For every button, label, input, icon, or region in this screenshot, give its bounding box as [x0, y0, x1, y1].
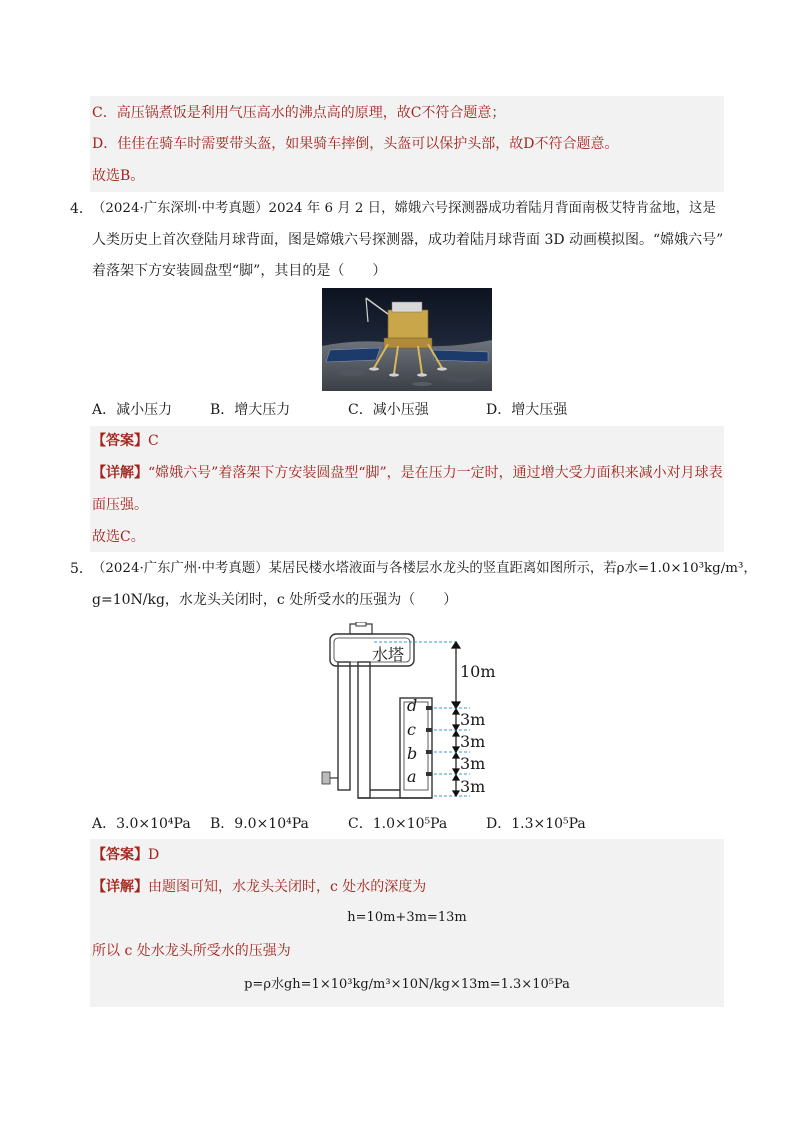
height-3m-1: 3m: [460, 710, 486, 729]
height-10m: 10m: [460, 662, 496, 681]
q4-detail-text1: “嫦娥六号”着落架下方安装圆盘型“脚”，是在压力一定时，通过增大受力面积来减小对月球表: [148, 465, 723, 481]
q5-detail-line2: 所以 c 处水龙头所受水的压强为: [92, 943, 291, 959]
q4-option-d: D．增大压强: [486, 402, 568, 418]
q4-choose: 故选C。: [92, 529, 145, 545]
q5-detail-line1: [92, 877, 426, 897]
q5-option-a: A．3.0×10⁴Pa: [92, 816, 191, 832]
q5-stem-line1: （2024·广东广州·中考真题）某居民楼水塔液面与各楼层水龙头的竖直距离如图所示，若ρ水=1.0×10³kg/m³，: [92, 561, 757, 576]
q5-option-d: D．1.3×10⁵Pa: [486, 816, 586, 832]
q5-option-b: B．9.0×10⁴Pa: [210, 816, 309, 832]
height-3m-2: 3m: [460, 732, 486, 751]
q4-option-a: A．减小压力: [92, 402, 173, 418]
tap-label-c: c: [407, 720, 416, 739]
moon-lander-image: [322, 288, 492, 391]
q4-detail-line2: 面压强。: [92, 497, 148, 513]
q4-option-b: B．增大压力: [210, 402, 291, 418]
q5-option-c: C．1.0×10⁵Pa: [348, 816, 448, 832]
tap-label-d: d: [407, 696, 418, 715]
q5-answer-tag: 【答案】: [92, 847, 148, 863]
q4-answer: [92, 431, 159, 451]
tap-label-b: b: [407, 744, 418, 763]
tap-label-a: a: [407, 767, 417, 786]
q4-stem-line2: 人类历史上首次登陆月球背面，图是嫦娥六号探测器，成功着陆月球背面 3D 动画模拟图。“嫦娥六号”: [92, 232, 724, 248]
q5-stem-line2: g=10N/kg，水龙头关闭时，c 处所受水的压强为（ ）: [92, 592, 458, 608]
q5-formula-pressure: p=ρ水gh=1×10³kg/m³×10N/kg×13m=1.3×10⁵Pa: [244, 977, 570, 992]
q4-stem-line1: （2024·广东深圳·中考真题）2024 年 6 月 2 日，嫦娥六号探测器成功着陆月背面南极艾特肯盆地，这是: [92, 201, 716, 216]
water-tower-diagram: [320, 622, 496, 802]
q4-answer-value: C: [148, 433, 159, 449]
q5-formula-depth: h=10m+3m=13m: [347, 910, 467, 925]
q4-answer-tag: 【答案】: [92, 433, 148, 449]
q4-answer-block: [90, 426, 724, 552]
q5-detail-text1: 由题图可知，水龙头关闭时，c 处水的深度为: [148, 879, 427, 895]
q4-detail-tag: 【详解】: [92, 465, 148, 481]
prev-answer-line-d: D．佳佳在骑车时需要带头盔，如果骑车摔倒，头盔可以保护头部，故D不符合题意。: [92, 136, 619, 152]
height-3m-3: 3m: [460, 754, 486, 773]
q5-detail-tag: 【详解】: [92, 879, 148, 895]
q4-detail-line1: [92, 463, 723, 483]
tower-label: 水塔: [372, 645, 405, 664]
q4-option-c: C．减小压强: [348, 402, 429, 418]
q5-answer-value: D: [148, 847, 160, 863]
prev-answer-choose: 故选B。: [92, 168, 145, 184]
prev-answer-line-c: C．高压锅煮饭是利用气压高水的沸点高的原理，故C不符合题意；: [92, 105, 506, 121]
q5-answer: [92, 845, 159, 865]
height-3m-4: 3m: [460, 777, 486, 796]
q5-number: 5．: [70, 561, 93, 577]
q4-stem-line3: 着落架下方安装圆盘型“脚”，其目的是（ ）: [92, 263, 387, 279]
q4-number: 4．: [70, 201, 93, 217]
